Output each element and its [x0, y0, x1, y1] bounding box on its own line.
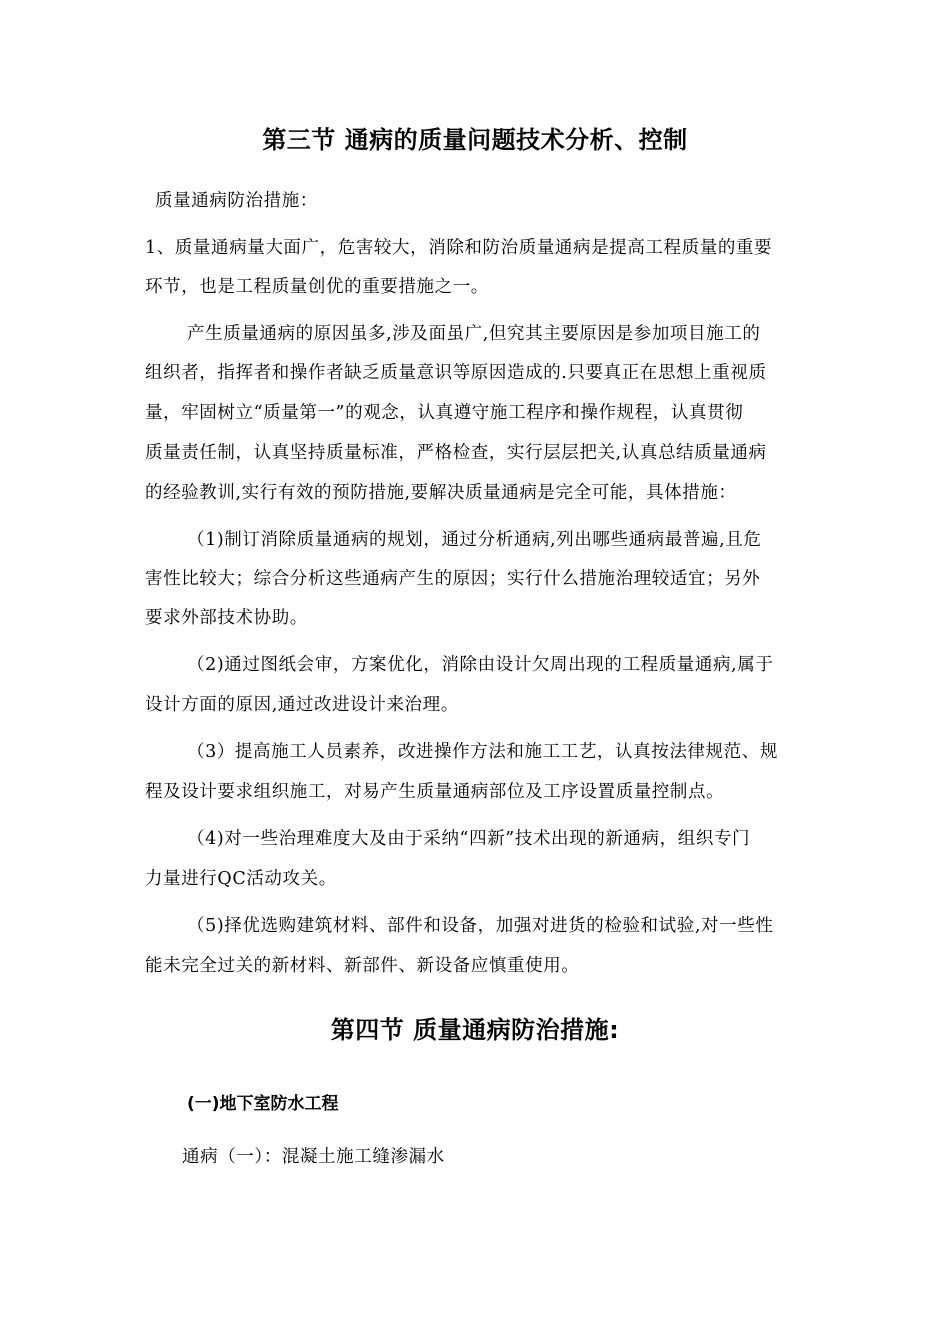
subheading-basement-waterproofing: (一)地下室防水工程: [187, 1094, 339, 1114]
para2-line-3: 量，牢固树立“质量第一”的观念，认真遵守施工程序和操作规程，认真贯彻: [145, 403, 744, 423]
para1-line-2: 环节，也是工程质量创优的重要措施之一。: [145, 277, 489, 297]
section-4-title: 第四节 质量通病防治措施:: [330, 1016, 620, 1044]
item2-line-1: （2)通过图纸会审，方案优化，消除由设计欠周出现的工程质量通病,属于: [187, 655, 774, 675]
item1-line-3: 要求外部技术协助。: [145, 608, 308, 628]
item5-line-2: 能未完全过关的新材料、新部件、新设备应慎重使用。: [145, 956, 580, 976]
item4-line-1: （4)对一些治理难度大及由于采纳“四新”技术出现的新通病，组织专门: [187, 829, 751, 849]
para2-line-5: 的经验教训,实行有效的预防措施,要解决质量通病是完全可能，具体措施：: [145, 483, 737, 503]
item1-line-2: 害性比较大；综合分析这些通病产生的原因；实行什么措施治理较适宜；另外: [145, 569, 761, 589]
para2-line-1: 产生质量通病的原因虽多,涉及面虽广,但究其主要原因是参加项目施工的: [187, 324, 761, 344]
para2-line-4: 质量责任制，认真坚持质量标准，严格检查，实行层层把关,认真总结质量通病: [145, 443, 767, 463]
section-3-title: 第三节 通病的质量问题技术分析、控制: [262, 126, 688, 154]
item3-line-2: 程及设计要求组织施工，对易产生质量通病部位及工序设置质量控制点。: [145, 782, 725, 802]
para1-line-1: 1、质量通病量大面广，危害较大，消除和防治质量通病是提高工程质量的重要: [145, 238, 773, 258]
item2-line-2: 设计方面的原因,通过改进设计来治理。: [145, 695, 459, 715]
fault-1-line: 通病（一）：混凝土施工缝渗漏水: [182, 1147, 445, 1167]
para2-line-2: 组织者，指挥者和操作者缺乏质量意识等原因造成的.只要真正在思想上重视质: [145, 363, 767, 383]
item4-line-2: 力量进行QC活动攻关。: [145, 869, 337, 889]
intro-line: 质量通病防治措施：: [155, 191, 318, 211]
item5-line-1: （5)择优选购建筑材料、部件和设备，加强对进货的检验和试验,对一些性: [187, 916, 774, 936]
item3-line-1: （3）提高施工人员素养，改进操作方法和施工工艺，认真按法律规范、规: [187, 742, 778, 762]
item1-line-1: （1)制订消除质量通病的规划，通过分析通病,列出哪些通病最普遍,且危: [187, 530, 762, 550]
